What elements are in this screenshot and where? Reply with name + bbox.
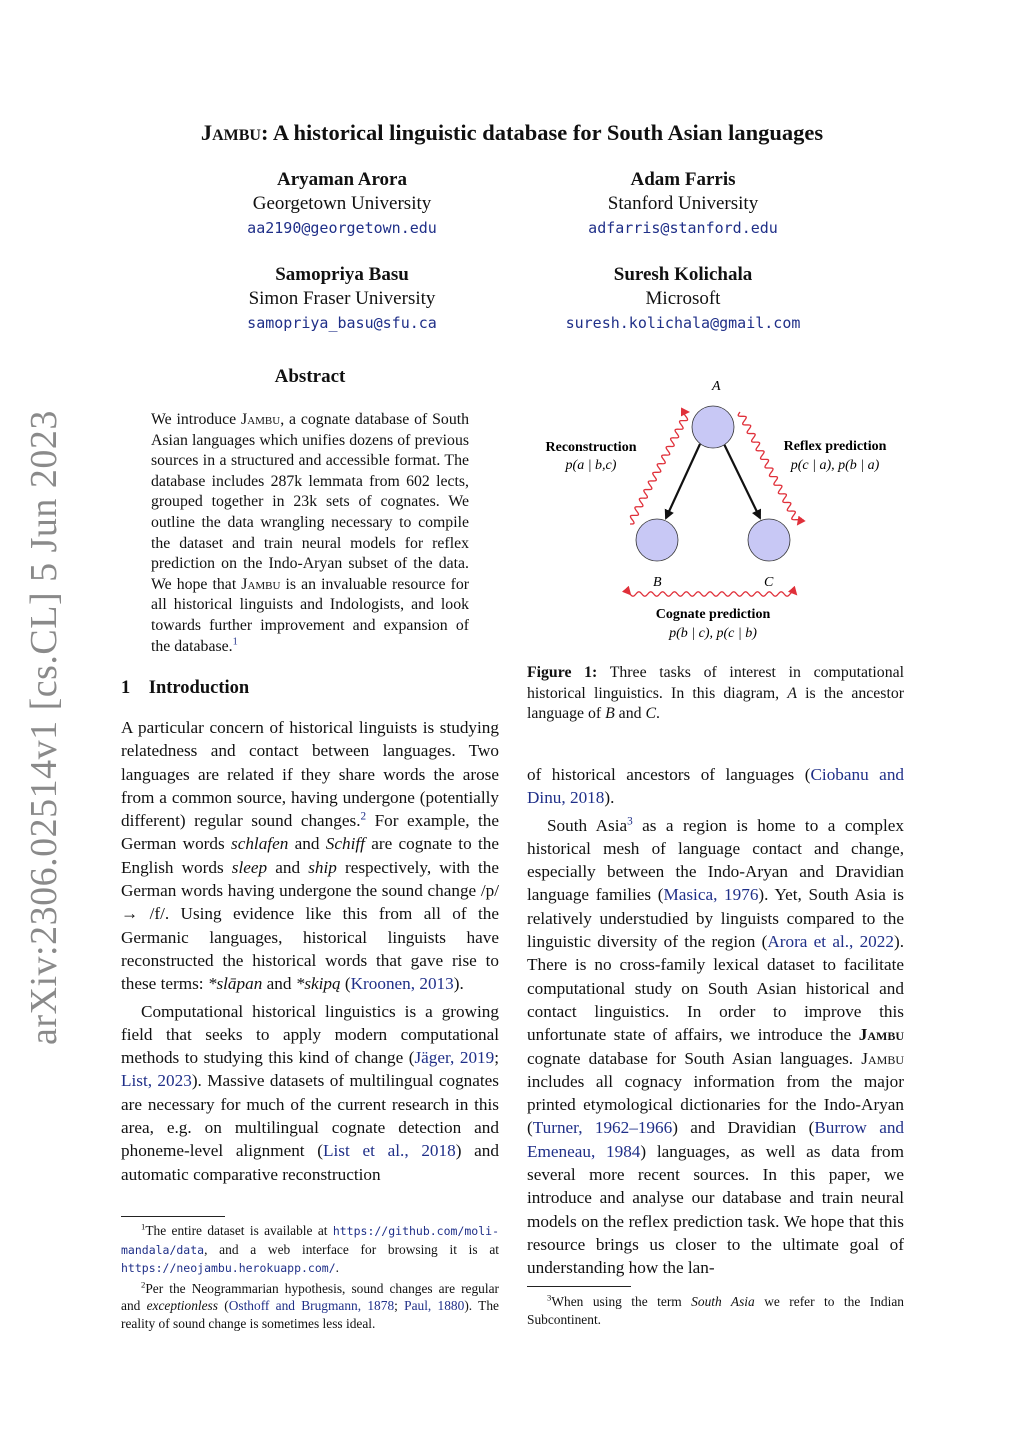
cognate-prediction-formula: p(b | c), p(c | b) [669, 626, 757, 641]
author-block-2 [513, 168, 853, 240]
dataset-url-link[interactable]: https://github.com/moli-mandala/data [121, 1224, 499, 1257]
text: Three tasks of interest in computational historical linguistics. In this diagram, [527, 664, 904, 702]
author-affiliation: Stanford University [607, 193, 759, 214]
text: are cognate to the English words [121, 834, 499, 877]
text: South Asia [547, 815, 628, 835]
author-email[interactable]: suresh.kolichala@gmail.com [565, 314, 801, 332]
footnote-rule [527, 1286, 631, 1287]
author-email[interactable]: samopriya_basu@sfu.ca [247, 314, 437, 332]
text: ). There is no cross-family lexical dataset to facilitate computational study on South Asian historical and contact linguistics. In order to improve this unfortunate state of affairs, we introduce the [527, 932, 904, 1045]
citation-link[interactable]: Masica, 1976 [663, 885, 759, 905]
footnote-rule [121, 1216, 225, 1217]
author-block-3 [172, 263, 512, 335]
footnote-1 [121, 1222, 499, 1278]
footnote-number: 3 [547, 1292, 552, 1303]
section-title: Introduction [148, 678, 250, 698]
node-b-label: B [653, 575, 662, 590]
example-word: *skipą [295, 974, 341, 994]
abstract-heading: Abstract [274, 366, 346, 387]
intro-body-right [527, 763, 904, 1280]
text: ) and Dravidian ( [672, 1118, 815, 1138]
citation-link[interactable]: Osthoff and Brugmann, 1878 [228, 1298, 395, 1314]
figure-1-diagram [528, 372, 908, 647]
text: ; [394, 1298, 405, 1314]
arrow-a-to-b [666, 444, 700, 518]
author-affiliation: Georgetown University [252, 193, 432, 214]
example-word: schlafen [231, 834, 289, 854]
citation-link[interactable]: Paul, 1880 [404, 1298, 465, 1314]
author-email[interactable]: aa2190@georgetown.edu [247, 219, 437, 237]
example-word: *slāpan [207, 974, 263, 994]
citation-link[interactable]: Arora et al., 2022 [767, 932, 894, 952]
example-word: ship [308, 857, 337, 877]
footnote-marker[interactable]: 3 [627, 814, 633, 827]
text: respectively, with the German words having undergone the sound change /p/ → /f/. Using evidence like this from all of the Germanic languages, historical linguists have reconstructed the historical words that gave rise to these terms: [121, 857, 499, 994]
reconstruction-squiggle [630, 412, 688, 524]
footnote-number: 2 [141, 1279, 146, 1290]
text: as a region is home to a complex historical mesh of language contact and change, especially between the Indo-Aryan and Dravidian language families ( [527, 815, 905, 905]
text: A particular concern of historical linguists is studying relatedness and contact between languages. Two languages are related if they share words the arose from a common source, having undergone (potentially different) regular sound changes. [121, 718, 499, 831]
text: ). Yet, South Asia is relatively understudied by linguists compared to the linguistic diversity of the region ( [527, 885, 904, 952]
text: and [288, 834, 326, 854]
citation-link[interactable]: Burrow and Emeneau, 1984 [527, 1118, 905, 1161]
example-word: sleep [231, 857, 268, 877]
text: C [645, 705, 656, 723]
reconstruction-formula: p(a | b,c) [565, 458, 617, 473]
citation-link[interactable]: Turner, 1962–1966 [532, 1118, 673, 1138]
author-affiliation: Microsoft [645, 288, 721, 309]
text: ). [453, 974, 464, 994]
text: of historical ancestors of languages ( [527, 765, 811, 784]
abstract-jambu: Jambu [241, 411, 281, 428]
text: ) languages, as well as data from several more recent sources. In this paper, we introduce and analyse our database and train neural models on the reflex prediction task. We hope that this resource brings us closer to the ultimate goal of understanding how the lan- [527, 1141, 904, 1278]
text: cognate database for South Asian languages. [527, 1048, 862, 1068]
paragraph [121, 1000, 499, 1186]
reflex-prediction-label: Reflex prediction [783, 439, 887, 454]
text: and [267, 857, 309, 877]
text: . [335, 1260, 339, 1276]
author-name: Suresh Kolichala [613, 264, 753, 285]
example-word: Schiff [325, 834, 365, 854]
text: ). Massive datasets of multilingual cognates are necessary for much of the current research in this area, e.g. on multilingual cognate detection and phoneme-level alignment ( [121, 1071, 499, 1161]
jambu-name: Jambu [858, 1025, 904, 1045]
text: For example, the German words [121, 811, 500, 854]
text: and [614, 705, 646, 723]
abstract-body [151, 410, 469, 657]
cognate-squiggle [630, 592, 796, 596]
paper-title [0, 120, 1024, 146]
abstract-jambu: Jambu [241, 575, 281, 593]
author-name: Aryaman Arora [277, 169, 407, 190]
author-affiliation: Simon Fraser University [248, 288, 436, 309]
abstract-text-2: , a cognate database of South Asian languages which unifies dozens of previous sources in a structured and accessible format. The database includes 287k lemmata from 602 lects, grouped together in 23k sets of cognates. We outline the data wrangling necessary to compile the dataset and train neural models for reflex prediction on the Indo-Aryan subset of the data. We hope that [151, 411, 470, 593]
node-b [636, 519, 678, 561]
paragraph [121, 716, 499, 996]
node-c-label: C [764, 575, 774, 590]
caption-label: Figure 1: [527, 664, 598, 681]
citation-link[interactable]: Kroonen, 2013 [350, 974, 454, 994]
text: B [605, 705, 615, 723]
arrow-a-to-c [724, 444, 760, 518]
citation-link[interactable]: List et al., 2018 [323, 1141, 456, 1161]
text: exceptionless [146, 1298, 218, 1314]
citation-link[interactable]: Ciobanu and Dinu, 2018 [527, 765, 905, 808]
paragraph [527, 814, 904, 1280]
figure-1-caption [527, 663, 904, 725]
text: A [787, 684, 797, 702]
footnote-marker[interactable]: 2 [360, 810, 367, 823]
text: ) and automatic comparative reconstruction [121, 1141, 499, 1184]
reconstruction-label: Reconstruction [545, 440, 637, 455]
text: is the ancestor language of [527, 684, 904, 723]
abstract-text-3: is an invaluable resource for all historical linguists and Indologists, and look towards further improvement and expansion of the database. [151, 575, 470, 655]
text: ). [604, 788, 615, 808]
text: Per the Neogrammarian hypothesis, sound changes are regular and [121, 1280, 499, 1314]
footnote-2 [121, 1280, 499, 1333]
text: ( [217, 1298, 229, 1314]
author-email[interactable]: adfarris@stanford.edu [588, 219, 778, 237]
text: , and a web interface for browsing it is at [204, 1241, 499, 1257]
paragraph [527, 763, 904, 810]
text: South Asia [691, 1294, 755, 1309]
jambu-name: Jambu [861, 1048, 904, 1068]
text: ( [340, 974, 351, 994]
footnote-number: 1 [141, 1221, 146, 1232]
author-block-1 [172, 168, 512, 240]
footnote-3 [527, 1293, 904, 1328]
node-a [692, 406, 734, 448]
author-name: Samopriya Basu [275, 264, 409, 285]
node-c [748, 519, 790, 561]
title-jambu: Jambu [200, 120, 261, 145]
text: The entire dataset is available at [145, 1223, 333, 1238]
intro-body-left [121, 716, 499, 1186]
text: and [262, 974, 296, 994]
abstract-text-1: We introduce [151, 411, 242, 428]
text: When using the term [551, 1294, 692, 1309]
footnote-marker[interactable]: 1 [232, 636, 238, 648]
text: . [656, 705, 660, 723]
text: we refer to the Indian Subcontinent. [527, 1294, 904, 1327]
web-interface-url-link[interactable]: https://neojambu.herokuapp.com/ [121, 1261, 336, 1276]
reflex-prediction-formula: p(c | a), p(b | a) [790, 458, 880, 473]
text: Computational historical linguistics is a growing field that seeks to apply modern computational methods to studying this kind of change ( [121, 1001, 499, 1068]
section-number: 1 [121, 678, 131, 698]
text: includes all cognacy information from the major printed etymological dictionaries for the Indo-Aryan ( [527, 1071, 904, 1138]
author-block-4 [513, 263, 853, 335]
node-a-label: A [712, 379, 721, 394]
text: ; [494, 1048, 500, 1068]
citation-link[interactable]: List, 2023 [121, 1071, 192, 1091]
cognate-prediction-label: Cognate prediction [655, 607, 771, 622]
text: ). The reality of sound change is sometimes less ideal. [121, 1298, 499, 1331]
citation-link[interactable]: Jäger, 2019 [414, 1048, 495, 1068]
arxiv-identifier: arXiv:2306.02514v1 [cs.CL] 5 Jun 2023 [23, 410, 65, 1045]
title-rest: : A historical linguistic database for South Asian languages [260, 120, 824, 145]
footnotes-left [121, 1222, 499, 1333]
author-name: Adam Farris [630, 169, 736, 190]
section-heading [121, 678, 501, 699]
